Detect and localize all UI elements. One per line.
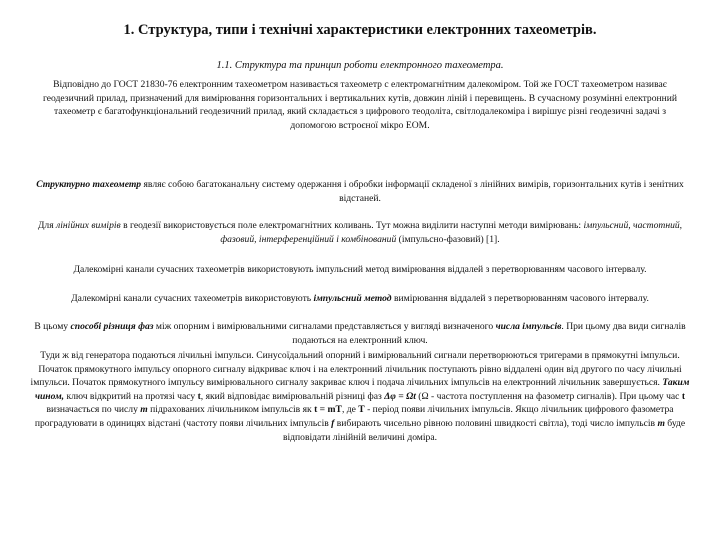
var-t: t	[197, 390, 201, 402]
paragraph-structure-text: являє собою багатоканальну систему одержання і обробки інформації складеної з лінійних вимірів, горизонтальних кутів і зенітних відстаней.	[141, 179, 684, 204]
term-methods-list: імпульсний, частотний, фазовий, інтерференційний і комбінований	[220, 220, 683, 245]
p7-text-s: буде відповідати лінійній величині доміра.	[282, 417, 686, 443]
p7-text-m: , де	[341, 404, 359, 416]
paragraph-phase-difference	[30, 320, 690, 347]
var-m: m	[140, 404, 148, 416]
p7-text-q: вибирають чисельно рівною половині швидкості світла), тоді число імпульсів	[334, 417, 658, 429]
p7-text-i: визначається по числу	[46, 404, 141, 416]
p6-text-a: В цьому	[34, 321, 71, 332]
p6-text-c: між опорним і вимірювальними сигналами представляється у вигляді визначеного	[153, 321, 496, 332]
section-subtitle: 1.1. Структура та принцип роботи електронного тахеометра.	[216, 60, 504, 71]
term-linear-measurements: лінійних вимірів	[56, 220, 121, 231]
paragraph-rangefinder-channels-2	[30, 292, 690, 306]
p3-text-c: в геодезії використовується поле електромагнітних коливань. Тут можна виділити наступні методи вимірювань:	[120, 220, 584, 231]
term-phase-difference: способі різниця фаз	[70, 321, 154, 332]
var-m-2: m	[657, 417, 665, 429]
var-t-2: t	[681, 390, 686, 402]
p7-text-k: підрахованих лічильником імпульсів як	[147, 404, 315, 416]
p7-text-a: Туди ж від генератора подаються лічильні імпульси. Синусоїдальний опорний і вимірювальний сигнали перетворюються тригерами в прямокутні імпульси. Початок прямокутного імпульсу опорного сигналу відкриває ключ і на електронний лічильник поступають рівно віддалені один від другого по часу лічильні імпульси. Початок прямокутного імпульсу вимірювального сигналу закриває ключ і подача лічильних імпульсів на електронний лічильник завершується.	[30, 350, 682, 389]
var-f: f	[331, 417, 335, 429]
paragraph-rangefinder-channels-1: Далекомірні канали сучасних тахеометрів використовують імпульсний метод вимірювання віддалей з перетворюванням часового інтервалу.	[73, 264, 647, 275]
p7-text-c: ключ відкритий на протязі часу	[64, 390, 198, 402]
formula-phase: Δφ = Ωt	[384, 390, 416, 402]
term-pulse-method: імпульсний метод	[313, 293, 392, 304]
p5-text-a: Далекомірні канали сучасних тахеометрів використовують	[71, 293, 314, 304]
var-period: T	[358, 404, 365, 416]
formula-t-mt: t = mT	[314, 404, 342, 416]
p7-text-o: - період появи лічильних імпульсів. Якщо лічильник цифрового фазометра проградуювати в одиницях відстані (частоту появи лічильних імпульсів	[34, 404, 674, 429]
paragraph-structure	[30, 178, 690, 205]
paragraph-gost-definition: Відповідно до ГОСТ 21830-76 електронним тахеометром називається тахеометр с електромагнітним далекоміром. Той же ГОСТ тахеометром називає геодезичний прилад, призначений для вимірювання горизонтальних і вертикальних кутів, довжин ліній і перевищень. В сучасному розумінні електронний тахеометр є багатофункціональний геодезичний прилад, який складається з цифрового теодоліта, світлодалекоміра і вирішує різні геодезичні задачі з допомогою встроєної мікро ЕОМ.	[42, 79, 678, 131]
p7-text-e: , який відповідає вимірювальній різниці фаз	[200, 390, 385, 402]
p6-text-e: . При цьому два види сигналів подаються на електронний ключ.	[292, 321, 686, 346]
p7-text-g: (Ω - частота поступлення на фазометр сигналів). При цьому час	[415, 390, 682, 402]
paragraph-linear-measurements	[30, 219, 690, 246]
p5-text-c: вимірювання віддалей з перетворюванням часового інтервалу.	[391, 293, 649, 304]
document-title: 1. Структура, типи і технічні характеристики електронних тахеометрів.	[123, 22, 597, 38]
p3-text-a: Для	[37, 220, 57, 231]
term-thus: Таким чином,	[34, 377, 690, 402]
term-structure: Структурно тахеометр	[36, 179, 142, 190]
paragraph-counter-principle	[30, 349, 690, 444]
p3-text-e: (імпульсно-фазовий) [1].	[396, 233, 500, 245]
term-pulse-count: числа імпульсів	[495, 321, 562, 332]
